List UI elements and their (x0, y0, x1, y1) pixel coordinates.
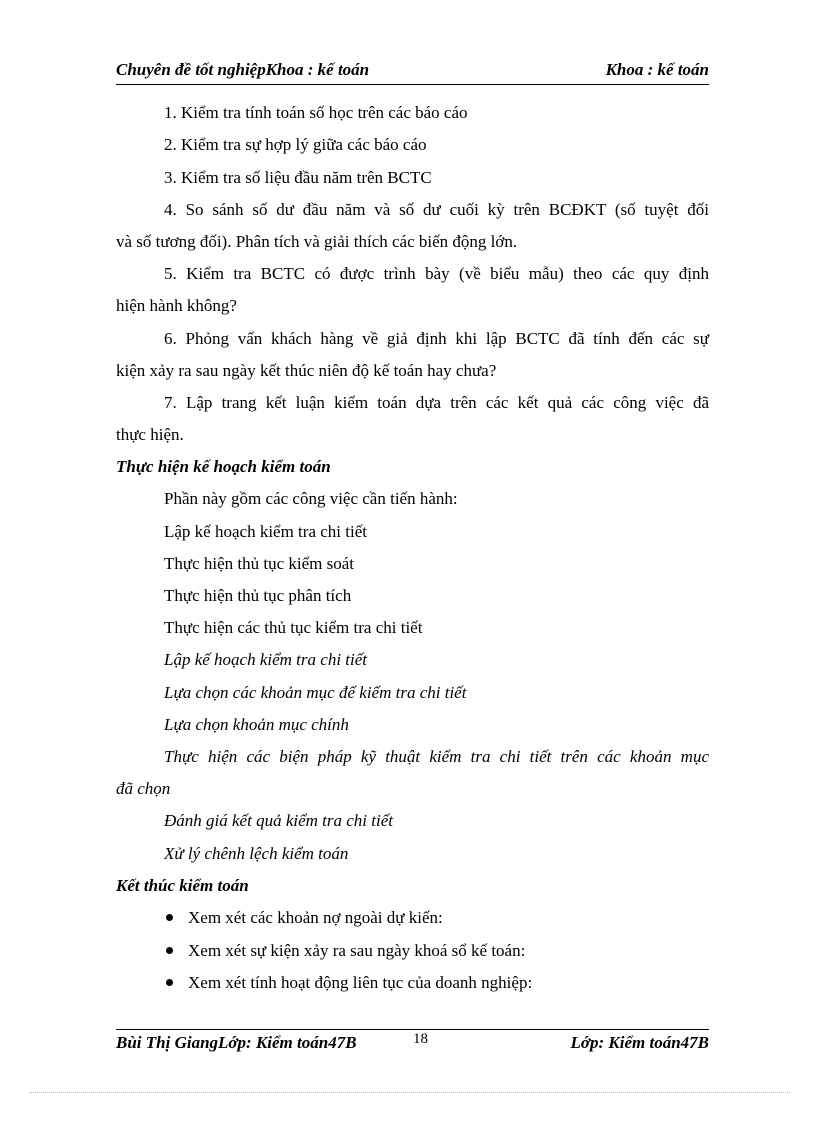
paragraph-line: Lập kế hoạch kiểm tra chi tiết (164, 522, 367, 541)
bullet-icon (166, 914, 173, 921)
paragraph-line: thực hiện. (116, 425, 184, 444)
bullet-icon (166, 979, 173, 986)
page-bottom-edge (30, 1092, 790, 1093)
paragraph-line: 2. Kiểm tra sự hợp lý giữa các báo cáo (164, 135, 427, 154)
list-item-text: Xem xét các khoản nợ ngoài dự kiến: (188, 908, 443, 927)
paragraph-line: và số tương đối). Phân tích và giải thích các biến động lớn. (116, 232, 518, 251)
list-item-text: Xem xét tính hoạt động liên tục của doanh nghiệp: (188, 973, 533, 992)
section-heading: Kết thúc kiểm toán (116, 876, 249, 895)
header-divider (116, 84, 709, 85)
paragraph-line: Phần này gồm các công việc cần tiến hành: (164, 489, 458, 508)
footer-divider (116, 1029, 709, 1030)
paragraph-line: hiện hành không? (116, 296, 237, 315)
paragraph-line: Thực hiện các thủ tục kiểm tra chi tiết (164, 618, 423, 637)
italic-line: Lập kế hoạch kiểm tra chi tiết (164, 650, 368, 669)
paragraph-line: kiện xảy ra sau ngày kết thúc niên độ kế toán hay chưa? (116, 361, 497, 380)
paragraph-line: Thực hiện thủ tục kiểm soát (164, 554, 355, 573)
page-footer (116, 1033, 709, 1055)
header-left-text: Chuyên đề tốt nghiệpKhoa : kế toán (116, 60, 370, 79)
italic-line: Thực hiện các biện pháp kỹ thuật kiểm tra chi tiết trên các khoản mục (164, 747, 709, 766)
page-header (116, 60, 709, 82)
list-item-text: Xem xét sự kiện xảy ra sau ngày khoá sổ kế toán: (188, 941, 526, 960)
italic-line: Xử lý chênh lệch kiểm toán (164, 844, 349, 863)
paragraph-line: 6. Phỏng vấn khách hàng về giả định khi lập BCTC đã tính đến các sự (164, 329, 709, 348)
paragraph-line: 4. So sánh số dư đầu năm và số dư cuối kỳ trên BCĐKT (số tuyệt đối (164, 200, 709, 219)
bullet-icon (166, 947, 173, 954)
paragraph-line: 3. Kiểm tra số liệu đầu năm trên BCTC (164, 168, 432, 187)
section-heading: Thực hiện kế hoạch kiểm toán (116, 457, 331, 476)
paragraph-line: 5. Kiểm tra BCTC có được trình bày (về biểu mẫu) theo các quy định (164, 264, 709, 283)
paragraph-line: Thực hiện thủ tục phân tích (164, 586, 352, 605)
header-right-text: Khoa : kế toán (605, 60, 709, 79)
paragraph-line: 7. Lập trang kết luận kiểm toán dựa trên các kết quả các công việc đã (164, 393, 709, 412)
footer-left-text: Bùi Thị GiangLớp: Kiểm toán47B (116, 1033, 357, 1052)
footer-right-text: Lớp: Kiểm toán47B (570, 1033, 709, 1052)
list-item (166, 970, 532, 996)
list-item (166, 905, 443, 931)
page-number: 18 (413, 1031, 428, 1047)
italic-line: Lựa chọn khoản mục chính (164, 715, 349, 734)
paragraph-line: 1. Kiểm tra tính toán số học trên các báo cáo (164, 103, 468, 122)
italic-line: đã chọn (116, 779, 171, 798)
list-item (166, 938, 525, 964)
italic-line: Đánh giá kết quả kiểm tra chi tiết (164, 811, 393, 830)
italic-line: Lựa chọn các khoản mục để kiểm tra chi tiết (164, 683, 467, 702)
